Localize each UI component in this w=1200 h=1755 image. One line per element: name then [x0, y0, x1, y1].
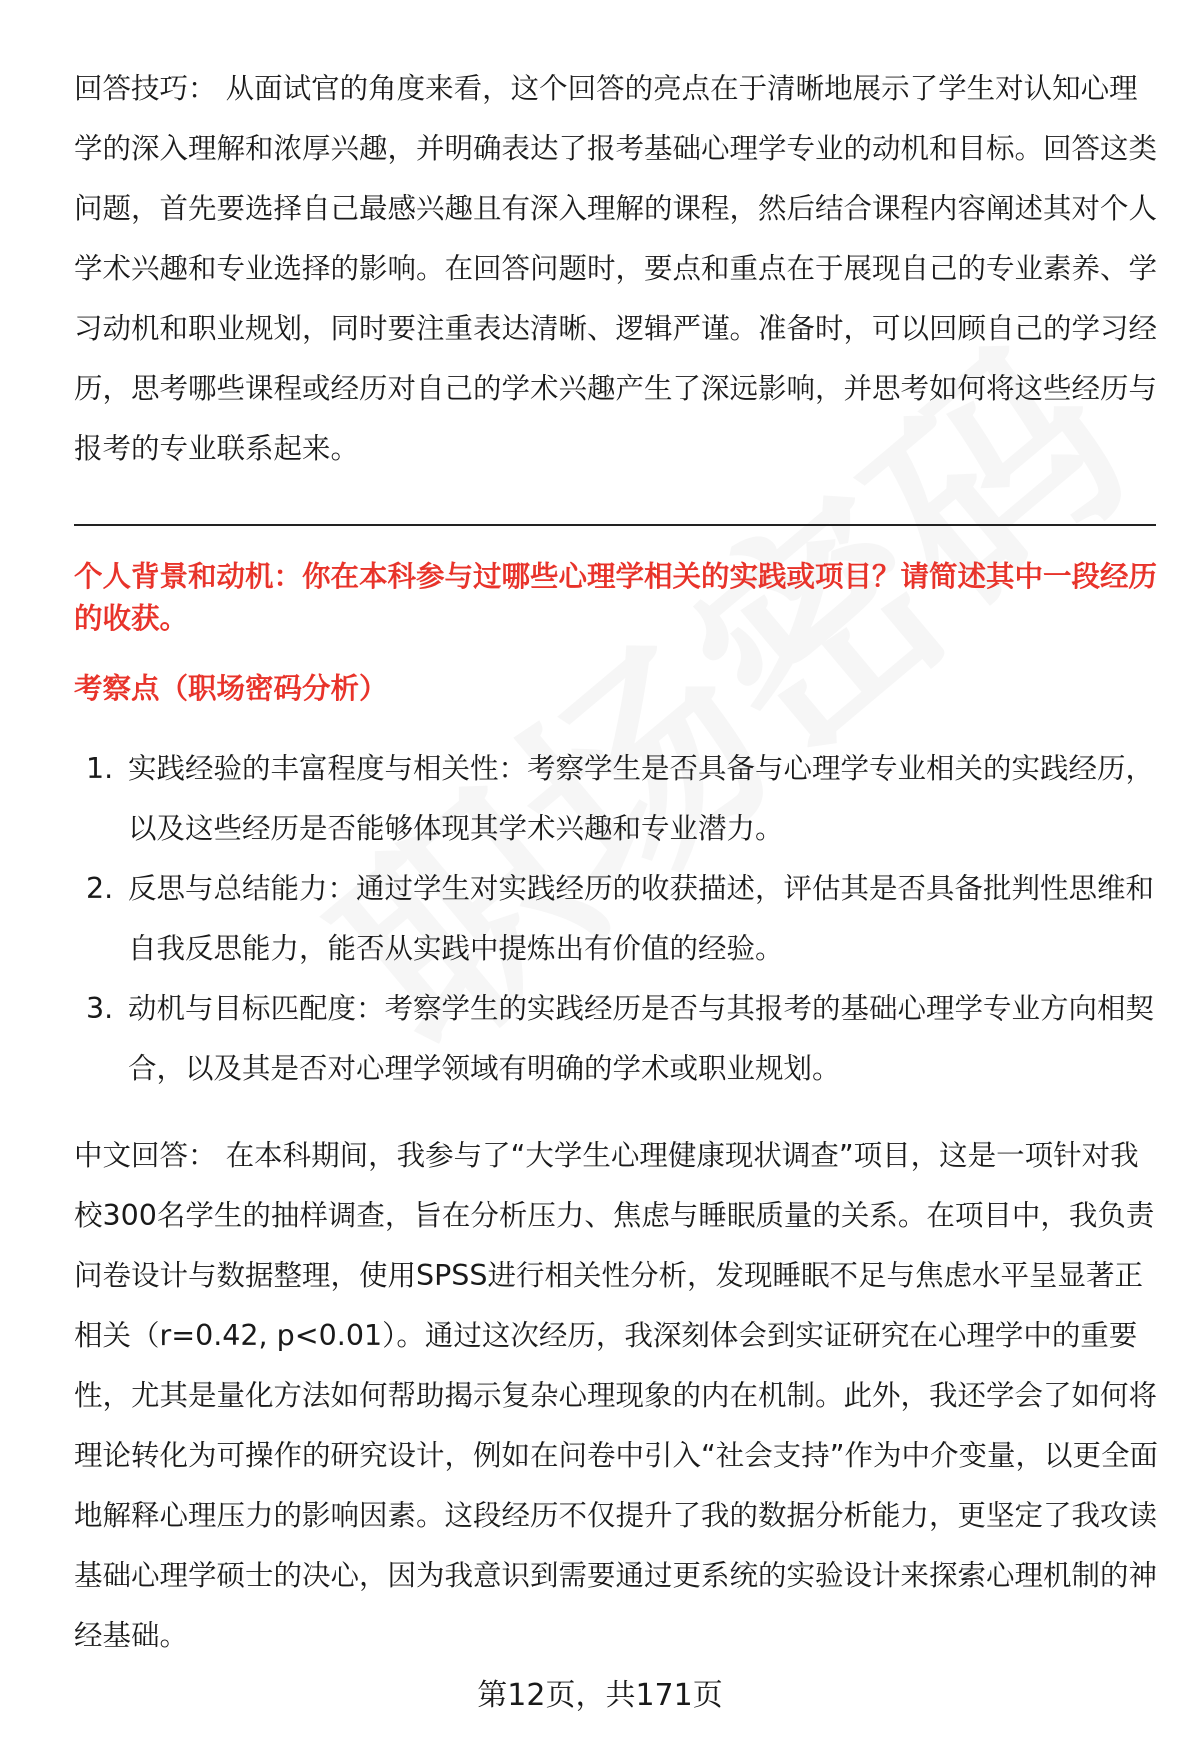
item-text: 动机与目标匹配度：考察学生的实践经历是否与其报考的基础心理学专业方向相契合，以及其是否对心理学领域有明确的学术或职业规划。 [128, 992, 1155, 1085]
section-divider [74, 524, 1156, 526]
tips-text: 从面试官的角度来看，这个回答的亮点在于清晰地展示了学生对认知心理学的深入理解和浓厚兴趣，并明确表达了报考基础心理学专业的动机和目标。回答这类问题，首先要选择自己最感兴趣且有深入理解的课程，然后结合课程内容阐述其对个人学术兴趣和专业选择的影响。在回答问题时，要点和重点在于展现自己的专业素养、学习动机和职业规划，同时要注重表达清晰、逻辑严谨。准备时，可以回顾自己的学习经历，思考哪些课程或经历对自己的学术兴趣产生了深远影响，并思考如何将这些经历与报考的专业联系起来。 [74, 72, 1158, 465]
page-number: 第12页，共171页 [477, 1678, 723, 1713]
answer-label: 中文回答： [74, 1139, 217, 1172]
list-item [74, 739, 1160, 859]
question-heading: 个人背景和动机：你在本科参与过哪些心理学相关的实践或项目？请简述其中一段经历的收获。 [74, 560, 1158, 635]
item-number: 1. [86, 752, 114, 785]
list-item [74, 859, 1160, 979]
item-text: 反思与总结能力：通过学生对实践经历的收获描述，评估其是否具备批判性思维和自我反思能力，能否从实践中提炼出有价值的经验。 [128, 872, 1155, 965]
answer-tips-paragraph [74, 59, 1160, 479]
item-text: 实践经验的丰富程度与相关性：考察学生是否具备与心理学专业相关的实践经历，以及这些经历是否能够体现其学术兴趣和专业潜力。 [128, 752, 1155, 845]
list-item [74, 979, 1160, 1099]
item-number: 3. [86, 992, 114, 1025]
assessment-points-list [74, 739, 1160, 1099]
points-heading: 考察点（职场密码分析） [74, 672, 388, 705]
item-number: 2. [86, 872, 114, 905]
answer-text: 在本科期间，我参与了“大学生心理健康现状调查”项目，这是一项针对我校300名学生的抽样调查，旨在分析压力、焦虑与睡眠质量的关系。在项目中，我负责问卷设计与数据整理，使用SPSS进行相关性分析，发现睡眠不足与焦虑水平呈显著正相关（r=0.42, p<0.01）。通过这次经历，我深刻体会到实证研究在心理学中的重要性，尤其是量化方法如何帮助揭示复杂心理现象的内在机制。此外，我还学会了如何将理论转化为可操作的研究设计，例如在问卷中引入“社会支持”作为中介变量，以更全面地解释心理压力的影响因素。这段经历不仅提升了我的数据分析能力，更坚定了我攻读基础心理学硕士的决心，因为我意识到需要通过更系统的实验设计来探索心理机制的神经基础。 [74, 1139, 1159, 1652]
chinese-answer-paragraph [74, 1126, 1160, 1666]
tips-label: 回答技巧： [74, 72, 217, 105]
